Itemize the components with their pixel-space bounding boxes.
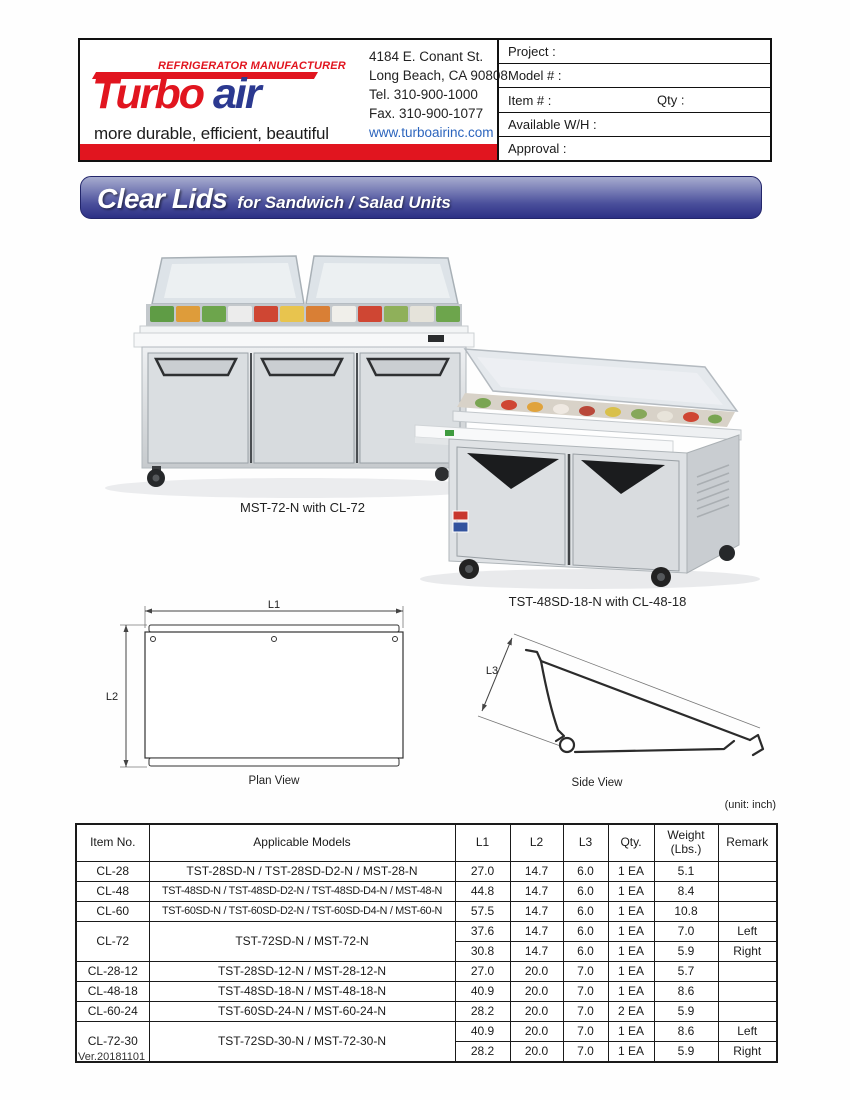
table-cell: 5.1 bbox=[654, 862, 718, 882]
form-row-project bbox=[499, 40, 770, 64]
table-cell: 14.7 bbox=[510, 902, 563, 922]
table-cell: CL-72-30 bbox=[76, 1022, 149, 1063]
table-cell: 14.7 bbox=[510, 862, 563, 882]
version-label: Ver.20181101 bbox=[78, 1051, 146, 1063]
table-cell: 30.8 bbox=[455, 942, 510, 962]
table-cell: Right bbox=[718, 942, 777, 962]
table-cell: CL-72 bbox=[76, 922, 149, 962]
spec-table bbox=[75, 823, 778, 1063]
table-cell: 1 EA bbox=[608, 962, 654, 982]
table-cell: 6.0 bbox=[563, 942, 608, 962]
spec-table-body bbox=[76, 862, 777, 1063]
address-line: 4184 E. Conant St. bbox=[369, 49, 484, 64]
table-cell: Right bbox=[718, 1042, 777, 1063]
logo-turbo: Turbo bbox=[92, 70, 204, 118]
red-accent-bar bbox=[80, 144, 497, 160]
table-cell: 8.4 bbox=[654, 882, 718, 902]
table-header-cell: Qty. bbox=[608, 824, 654, 862]
qty-label: Qty : bbox=[657, 92, 685, 108]
table-row bbox=[76, 862, 777, 882]
table-cell: 7.0 bbox=[563, 1042, 608, 1063]
table-cell: 20.0 bbox=[510, 1042, 563, 1063]
company-address bbox=[369, 47, 508, 142]
table-cell: 20.0 bbox=[510, 982, 563, 1002]
table-cell: 14.7 bbox=[510, 882, 563, 902]
logo-refrigerator-manufacturer: REFRIGERATOR MANUFACTURER bbox=[158, 60, 346, 72]
table-cell: TST-72SD-30-N / MST-72-30-N bbox=[149, 1022, 455, 1063]
table-cell: 40.9 bbox=[455, 1022, 510, 1042]
available-wh-label: Available W/H : bbox=[508, 116, 597, 132]
table-header-cell: L3 bbox=[563, 824, 608, 862]
model-label: Model # : bbox=[508, 68, 562, 84]
product-photo-tst48 bbox=[405, 315, 775, 595]
table-cell bbox=[718, 982, 777, 1002]
page-title: Clear Lids bbox=[97, 183, 228, 214]
table-cell: 28.2 bbox=[455, 1042, 510, 1063]
table-header-cell: Weight (Lbs.) bbox=[654, 824, 718, 862]
table-cell: CL-28-12 bbox=[76, 962, 149, 982]
table-cell: TST-28SD-12-N / MST-28-12-N bbox=[149, 962, 455, 982]
table-row bbox=[76, 882, 777, 902]
address-line: Tel. 310-900-1000 bbox=[369, 87, 478, 102]
plan-view-caption: Plan View bbox=[248, 775, 300, 787]
table-cell: TST-60SD-N / TST-60SD-D2-N / TST-60SD-D4-N / MST-60-N bbox=[149, 902, 455, 922]
table-row bbox=[76, 962, 777, 982]
table-cell: 14.7 bbox=[510, 942, 563, 962]
table-cell: 8.6 bbox=[654, 1022, 718, 1042]
table-cell: 1 EA bbox=[608, 902, 654, 922]
table-cell: CL-60 bbox=[76, 902, 149, 922]
table-cell: 27.0 bbox=[455, 862, 510, 882]
plan-l1-label: L1 bbox=[267, 599, 281, 611]
table-header-cell: Item No. bbox=[76, 824, 149, 862]
spec-table-head bbox=[76, 824, 777, 862]
table-cell: 27.0 bbox=[455, 962, 510, 982]
turboair-logo bbox=[88, 42, 368, 142]
table-cell: TST-28SD-N / TST-28SD-D2-N / MST-28-N bbox=[149, 862, 455, 882]
table-cell: 7.0 bbox=[563, 1002, 608, 1022]
table-cell: 37.6 bbox=[455, 922, 510, 942]
table-cell: 20.0 bbox=[510, 1002, 563, 1022]
table-cell: 5.9 bbox=[654, 1002, 718, 1022]
table-cell: 28.2 bbox=[455, 1002, 510, 1022]
table-cell: 1 EA bbox=[608, 862, 654, 882]
table-header-cell: L2 bbox=[510, 824, 563, 862]
table-cell: 7.0 bbox=[563, 982, 608, 1002]
form-row-available bbox=[499, 113, 770, 137]
table-cell: 1 EA bbox=[608, 882, 654, 902]
table-cell: 2 EA bbox=[608, 1002, 654, 1022]
plan-l2-label: L2 bbox=[105, 691, 119, 703]
table-cell: 14.7 bbox=[510, 922, 563, 942]
side-l3-label: L3 bbox=[485, 665, 499, 677]
approval-label: Approval : bbox=[508, 140, 567, 156]
table-cell: 6.0 bbox=[563, 882, 608, 902]
product-caption-right: TST-48SD-18-N with CL-48-18 bbox=[508, 594, 687, 609]
table-cell: CL-48 bbox=[76, 882, 149, 902]
table-cell: 6.0 bbox=[563, 862, 608, 882]
table-cell: 5.7 bbox=[654, 962, 718, 982]
unit-note: (unit: inch) bbox=[724, 799, 776, 811]
table-cell: 10.8 bbox=[654, 902, 718, 922]
form-row-model bbox=[499, 64, 770, 88]
table-cell: 5.9 bbox=[654, 942, 718, 962]
table-cell: CL-48-18 bbox=[76, 982, 149, 1002]
table-cell: 44.8 bbox=[455, 882, 510, 902]
table-cell bbox=[718, 962, 777, 982]
table-cell: Left bbox=[718, 1022, 777, 1042]
form-row-item-qty bbox=[499, 88, 770, 112]
table-row bbox=[76, 1022, 777, 1042]
table-cell: 6.0 bbox=[563, 902, 608, 922]
item-label: Item # : bbox=[508, 92, 552, 108]
table-header-cell: L1 bbox=[455, 824, 510, 862]
table-row bbox=[76, 982, 777, 1002]
table-cell bbox=[718, 902, 777, 922]
table-header-row bbox=[76, 824, 777, 862]
product-caption-left: MST-72-N with CL-72 bbox=[240, 500, 365, 515]
table-cell: 1 EA bbox=[608, 982, 654, 1002]
page-subtitle: for Sandwich / Salad Units bbox=[237, 193, 451, 212]
table-cell bbox=[718, 862, 777, 882]
logo-air: air bbox=[203, 70, 260, 118]
title-banner bbox=[80, 176, 762, 219]
project-label: Project : bbox=[508, 44, 556, 60]
table-cell: 5.9 bbox=[654, 1042, 718, 1063]
header bbox=[78, 38, 772, 162]
table-cell: TST-48SD-N / TST-48SD-D2-N / TST-48SD-D4-N / MST-48-N bbox=[149, 882, 455, 902]
side-view-caption: Side View bbox=[571, 777, 623, 789]
table-cell: CL-60-24 bbox=[76, 1002, 149, 1022]
side-view-diagram bbox=[462, 628, 780, 796]
logo-tagline: more durable, efficient, beautiful bbox=[94, 124, 329, 143]
address-line: Fax. 310-900-1077 bbox=[369, 106, 484, 121]
table-header-cell: Remark bbox=[718, 824, 777, 862]
table-cell: 7.0 bbox=[563, 962, 608, 982]
table-cell: 7.0 bbox=[654, 922, 718, 942]
table-cell: 20.0 bbox=[510, 962, 563, 982]
table-cell: 1 EA bbox=[608, 942, 654, 962]
table-cell: 1 EA bbox=[608, 1042, 654, 1063]
website-link[interactable]: www.turboairinc.com bbox=[369, 125, 494, 140]
table-cell: TST-48SD-18-N / MST-48-18-N bbox=[149, 982, 455, 1002]
table-cell: 8.6 bbox=[654, 982, 718, 1002]
table-cell: CL-28 bbox=[76, 862, 149, 882]
table-cell: 7.0 bbox=[563, 1022, 608, 1042]
table-cell: 40.9 bbox=[455, 982, 510, 1002]
table-cell: 57.5 bbox=[455, 902, 510, 922]
table-cell: TST-72SD-N / MST-72-N bbox=[149, 922, 455, 962]
table-row bbox=[76, 922, 777, 942]
table-row bbox=[76, 1002, 777, 1022]
table-cell bbox=[718, 1002, 777, 1022]
table-cell: Left bbox=[718, 922, 777, 942]
table-row bbox=[76, 902, 777, 922]
table-cell: 1 EA bbox=[608, 1022, 654, 1042]
table-header-cell: Applicable Models bbox=[149, 824, 455, 862]
table-cell: 1 EA bbox=[608, 922, 654, 942]
table-cell: TST-60SD-24-N / MST-60-24-N bbox=[149, 1002, 455, 1022]
table-cell: 6.0 bbox=[563, 922, 608, 942]
address-line: Long Beach, CA 90808 bbox=[369, 68, 508, 83]
logo-wordmark bbox=[92, 70, 260, 119]
order-form bbox=[497, 40, 770, 160]
plan-view-diagram bbox=[100, 598, 420, 793]
table-cell: 20.0 bbox=[510, 1022, 563, 1042]
form-row-approval bbox=[499, 137, 770, 160]
table-cell bbox=[718, 882, 777, 902]
